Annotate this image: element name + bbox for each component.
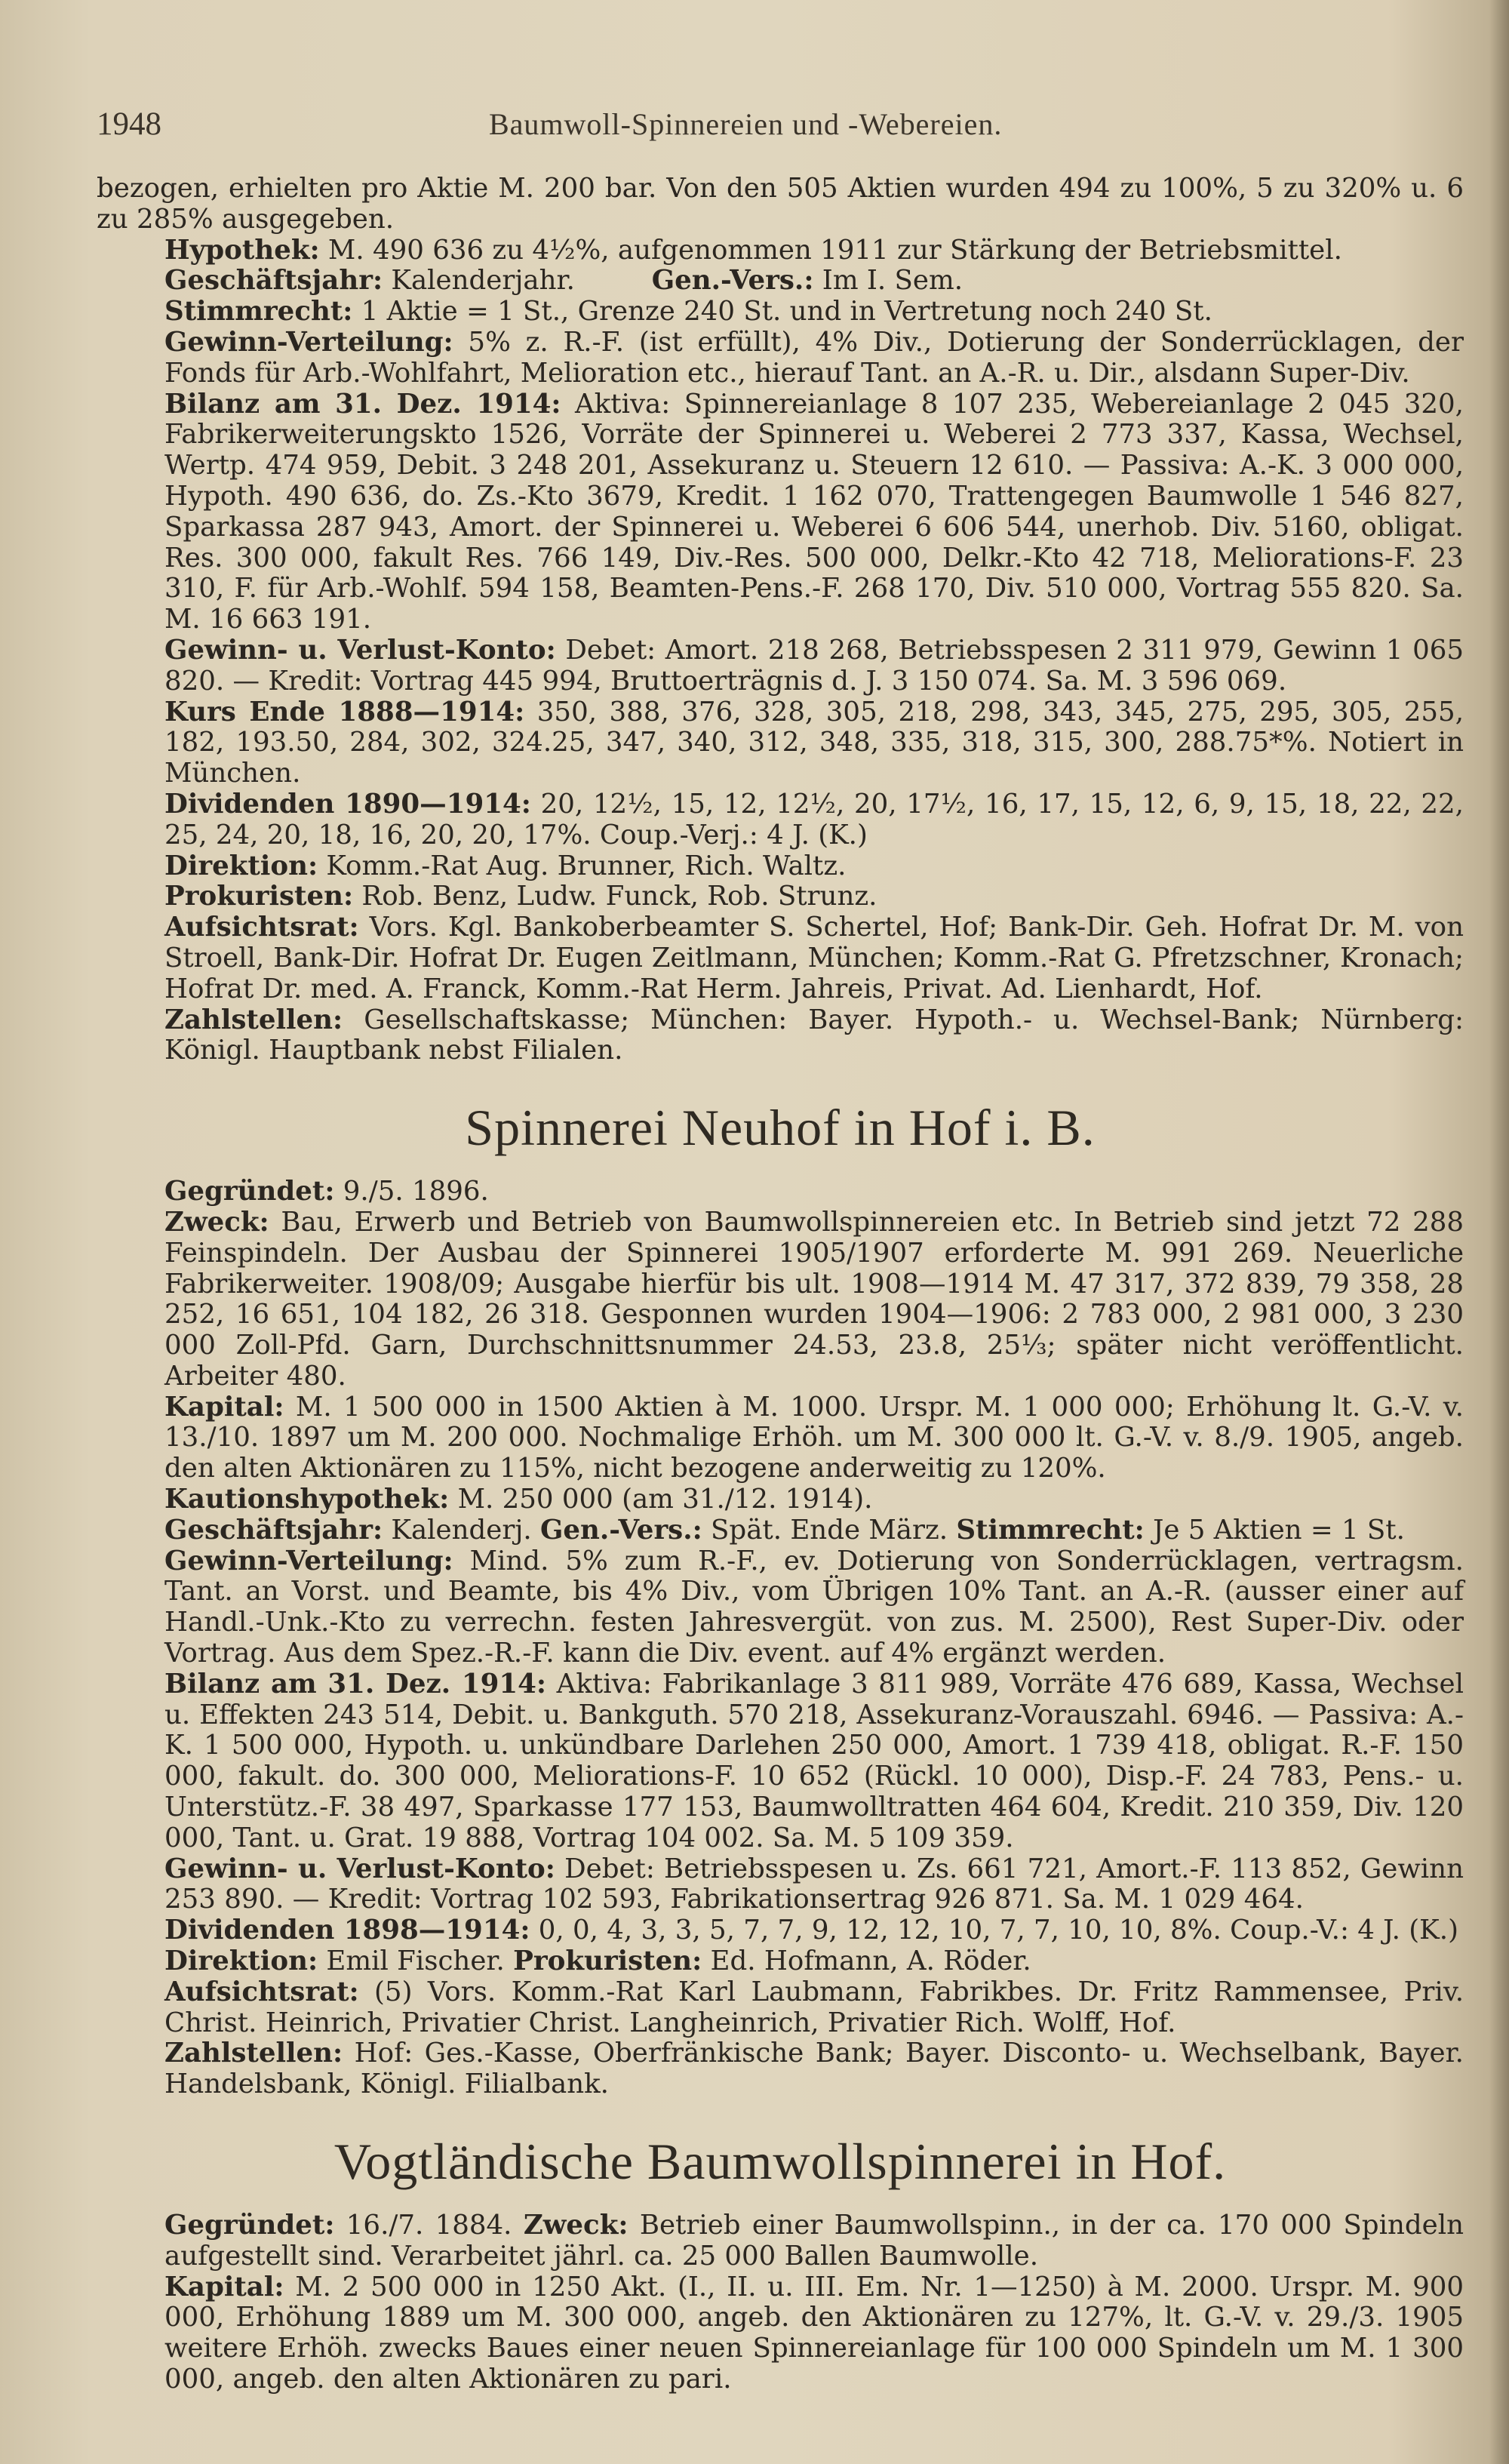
label: Zahlstellen:	[164, 1004, 343, 1035]
text: 5% z. R.-F. (ist erfüllt), 4% Div., Dotierung der Sonderrücklagen, der Fonds für Arb.-Wohlfahrt, Melioration etc., hierauf Tant. an A.-R. u. Dir., alsdann Super-Div.	[164, 326, 1464, 389]
entry-gegruendet	[97, 2210, 1464, 2272]
text: 0, 0, 4, 3, 3, 5, 7, 7, 9, 12, 12, 10, 7, 7, 10, 10, 8%. Coup.-V.: 4 J. (K.)	[530, 1915, 1458, 1946]
label: Stimmrecht:	[164, 296, 353, 328]
entry-kapital	[97, 1392, 1464, 1484]
text: Bau, Erwerb und Betrieb von Baumwollspinnereien etc. In Betrieb sind jetzt 72 288 Feinspindeln. Der Ausbau der Spinnerei 1905/1907 erforderte M. 991 269. Neuerliche Fabrikerweiter. 1908/09; Ausgabe hierfür bis ult. 1908—1914 M. 47 317, 372 839, 79 358, 28 252, 16 651, 104 182, 26 318. Gesponnen wurden 1904—1906: 2 783 000, 2 981 000, 3 230 000 Zoll-Pfd. Garn, Durchschnittsnummer 24.53, 23.8, 25⅓; später nicht veröffentlicht. Arbeiter 480.	[164, 1206, 1464, 1392]
label: Gegründet:	[164, 1176, 335, 1207]
text: M. 490 636 zu 4½%, aufgenommen 1911 zur Stärkung der Betriebsmittel.	[319, 234, 1342, 266]
running-head: Baumwoll-Spinnereien und -Webereien.	[489, 107, 1003, 141]
text: Mind. 5% zum R.-F., ev. Dotierung von Sonderrücklagen, vertragsm. Tant. an Vorst. und Beamte, bis 4% Div., vom Übrigen 10% Tant. an A.-R. (ausser einer auf Handl.-Unk.-Kto zu verrechn. festen Jahresvergüt. von zus. M. 2500), Rest Super-Div. oder Vortrag. Aus dem Spez.-R.-F. kann die Div. event. auf 4% ergänzt werden.	[164, 1545, 1464, 1669]
entry-zweck	[97, 1207, 1464, 1392]
entry-zahlstellen	[97, 2038, 1464, 2100]
entry-gegruendet	[97, 1177, 1464, 1207]
page-edge-shadow	[1489, 0, 1509, 2464]
text: Gesellschaftskasse; München: Bayer. Hypoth.- u. Wechsel-Bank; Nürnberg: Königl. Hauptbank nebst Filialen.	[164, 1004, 1464, 1066]
label: Prokuristen:	[513, 1946, 702, 1977]
entry-kapital	[97, 2272, 1464, 2395]
text: Debet: Amort. 218 268, Betriebsspesen 2 311 979, Gewinn 1 065 820. — Kredit: Vortrag 445 994, Bruttoerträgnis d. J. 3 150 074. Sa. M. 3 596 069.	[164, 634, 1464, 697]
text: Je 5 Aktien = 1 St.	[1144, 1514, 1405, 1546]
text: M. 2 500 000 in 1250 Akt. (I., II. u. III. Em. Nr. 1—1250) à M. 2000. Urspr. M. 900 000, Erhöhung 1889 um M. 300 000, angeb. den Aktionären zu 127%, lt. G.-V. v. 29./3. 1905 weitere Erhöh. zwecks Baues einer neuen Spinnereianlage für 100 000 Spindeln um M. 1 300 000, angeb. den alten Aktionären zu pari.	[164, 2271, 1464, 2395]
text: 9./5. 1896.	[334, 1176, 489, 1207]
entry-gewinn-verteilung	[97, 328, 1464, 389]
label: Gegründet:	[164, 2210, 335, 2241]
text: Aktiva: Spinnereianlage 8 107 235, Webereianlage 2 045 320, Fabrikerweiterungskto 1526, Vorräte der Spinnerei u. Weberei 2 773 337, Kassa, Wechsel, Wertp. 474 959, Debit. 3 248 201, Assekuranz u. Steuern 12 610. — Passiva: A.-K. 3 000 000, Hypoth. 490 636, do. Zs.-Kto 3679, Kredit. 1 162 070, Trattengegen Baumwolle 1 546 827, Sparkassa 287 943, Amort. der Spinnerei u. Weberei 6 606 544, unerhob. Div. 5160, obligat. Res. 300 000, fakult Res. 766 149, Div.-Res. 500 000, Delkr.-Kto 42 718, Meliorations-F. 23 310, F. für Arb.-Wohlf. 594 158, Beamten-Pens.-F. 268 170, Div. 510 000, Vortrag 555 820. Sa. M. 16 663 191.	[164, 388, 1464, 635]
label: Aufsichtsrat:	[164, 912, 359, 943]
label: Kapital:	[164, 1391, 284, 1423]
entry-aufsichtsrat	[97, 1977, 1464, 2039]
text: Kalenderjahr.	[383, 265, 584, 297]
entry-zahlstellen	[97, 1005, 1464, 1067]
label: Gen.-Vers.:	[651, 265, 814, 297]
label: Gewinn-Verteilung:	[164, 326, 453, 358]
label: Geschäftsjahr:	[164, 1514, 383, 1546]
entry-bilanz	[97, 1669, 1464, 1854]
entry-gewinn-verlust	[97, 1854, 1464, 1916]
label: Hypothek:	[164, 234, 320, 266]
entry-aufsichtsrat	[97, 912, 1464, 1004]
text: 350, 388, 376, 328, 305, 218, 298, 343, 345, 275, 295, 305, 255, 182, 193.50, 284, 302, 324.25, 347, 340, 312, 348, 335, 318, 315, 300, 288.75*%. Notiert in München.	[164, 696, 1464, 789]
text: Aktiva: Fabrikanlage 3 811 989, Vorräte 476 689, Kassa, Wechsel u. Effekten 243 514, Debit. u. Bankguth. 570 218, Assekuranz-Vorauszahl. 6946. — Passiva: A.-K. 1 500 000, Hypoth. u. unkündbare Darlehen 250 000, Amort. 1 739 418, obligat. R.-F. 150 000, fakult. do. 300 000, Meliorations-F. 10 652 (Rückl. 10 000), Disp.-F. 24 783, Pens.- u. Unterstütz.-F. 38 497, Sparkasse 177 153, Baumwolltratten 464 604, Kredit. 210 359, Div. 120 000, Tant. u. Grat. 19 888, Vortrag 104 002. Sa. M. 5 109 359.	[164, 1668, 1464, 1853]
label: Zweck:	[164, 1206, 269, 1238]
section-vogtlaendische	[97, 2210, 1464, 2395]
label: Kurs Ende 1888—1914:	[164, 696, 525, 728]
paragraph-continuation: bezogen, erhielten pro Aktie M. 200 bar. Von den 505 Aktien wurden 494 zu 100%, 5 zu 320% u. 6 zu 285% ausgegeben.	[97, 173, 1464, 235]
entry-direktion	[97, 851, 1464, 882]
text: Vors. Kgl. Bankoberbeamter S. Schertel, Hof; Bank-Dir. Geh. Hofrat Dr. M. von Stroell, Bank-Dir. Hofrat Dr. Eugen Zeitlmann, München; Komm.-Rat G. Pfretzschner, Kronach; Hofrat Dr. med. A. Franck, Komm.-Rat Herm. Jahreis, Privat. Ad. Lienhardt, Hof.	[164, 912, 1464, 1004]
entry-gewinn-verlust	[97, 635, 1464, 697]
label: Bilanz am 31. Dez. 1914:	[164, 388, 561, 420]
entry-kautionshypothek	[97, 1484, 1464, 1515]
entry-kurs	[97, 697, 1464, 789]
label: Direktion:	[164, 1946, 318, 1977]
text: 20, 12½, 15, 12, 12½, 20, 17½, 16, 17, 15, 12, 6, 9, 15, 18, 22, 22, 25, 24, 20, 18, 16, 20, 20, 17%. Coup.-Verj.: 4 J. (K.)	[164, 788, 1464, 851]
label: Kapital:	[164, 2271, 284, 2303]
label: Direktion:	[164, 850, 318, 881]
text: 16./7. 1884.	[334, 2210, 524, 2241]
label: Stimmrecht:	[956, 1514, 1145, 1546]
text: Spät. Ende März.	[702, 1514, 957, 1546]
text: Betrieb einer Baumwollspinn., in der ca. 170 000 Spindeln aufgestellt sind. Verarbeitet jährl. ca. 25 000 Ballen Baumwolle.	[164, 2210, 1464, 2272]
text: Im I. Sem.	[813, 265, 963, 297]
label: Gewinn- u. Verlust-Konto:	[164, 634, 556, 666]
section-continued-entry	[97, 174, 1464, 1066]
text: Rob. Benz, Ludw. Funck, Rob. Strunz.	[353, 881, 877, 912]
page-number: 1948	[97, 106, 161, 142]
label: Dividenden 1890—1914:	[164, 788, 531, 820]
label: Kautionshypothek:	[164, 1484, 450, 1515]
section-spinnerei-neuhof	[97, 1177, 1464, 2100]
text: Kalenderj.	[383, 1514, 541, 1546]
text: Ed. Hofmann, A. Röder.	[702, 1946, 1031, 1977]
label: Zweck:	[523, 2210, 628, 2241]
label: Gewinn-Verteilung:	[164, 1545, 453, 1577]
text: Emil Fischer.	[318, 1946, 514, 1977]
label: Zahlstellen:	[164, 2038, 343, 2069]
company-title-vogtlaendische: Vogtländische Baumwollspinnerei in Hof.	[333, 2133, 1227, 2191]
label: Geschäftsjahr:	[164, 265, 383, 297]
label: Gen.-Vers.:	[540, 1514, 702, 1546]
entry-stimmrecht	[97, 297, 1464, 328]
entry-gewinn-verteilung	[97, 1546, 1464, 1669]
text: M. 1 500 000 in 1500 Aktien à M. 1000. Urspr. M. 1 000 000; Erhöhung lt. G.-V. v. 13./10. 1897 um M. 200 000. Nochmalige Erhöh. um M. 300 000 lt. G.-V. v. 8./9. 1905, angeb. den alten Aktionären zu 115%, nicht bezogene anderweitig zu 120%.	[164, 1391, 1464, 1484]
entry-dividenden	[97, 789, 1464, 851]
text: Hof: Ges.-Kasse, Oberfränkische Bank; Bayer. Disconto- u. Wechselbank, Bayer. Handelsbank, Königl. Filialbank.	[164, 2038, 1464, 2100]
label: Prokuristen:	[164, 881, 354, 912]
entry-direktion	[97, 1946, 1464, 1977]
text: 1 Aktie = 1 St., Grenze 240 St. und in Vertretung noch 240 St.	[352, 296, 1212, 328]
text: Komm.-Rat Aug. Brunner, Rich. Waltz.	[318, 850, 847, 881]
page-header	[97, 106, 1464, 174]
entry-geschaeftsjahr	[97, 1515, 1464, 1546]
text: M. 250 000 (am 31./12. 1914).	[449, 1484, 873, 1515]
text: (5) Vors. Komm.-Rat Karl Laubmann, Fabrikbes. Dr. Fritz Rammensee, Priv. Christ. Heinrich, Privatier Christ. Langheinrich, Privatier Rich. Wolff, Hof.	[164, 1976, 1464, 2038]
label: Gewinn- u. Verlust-Konto:	[164, 1853, 555, 1884]
entry-dividenden	[97, 1915, 1464, 1946]
label: Dividenden 1898—1914:	[164, 1915, 530, 1946]
label: Aufsichtsrat:	[164, 1976, 359, 2007]
entry-geschaeftsjahr	[97, 266, 1464, 297]
text: Debet: Betriebsspesen u. Zs. 661 721, Amort.-F. 113 852, Gewinn 253 890. — Kredit: Vortrag 102 593, Fabrikationsertrag 926 871. Sa. M. 1 029 464.	[164, 1853, 1464, 1915]
company-title-neuhof: Spinnerei Neuhof in Hof i. B.	[465, 1099, 1096, 1157]
label: Bilanz am 31. Dez. 1914:	[164, 1668, 547, 1700]
entry-prokuristen	[97, 881, 1464, 912]
entry-bilanz	[97, 389, 1464, 635]
entry-hypothek	[97, 235, 1464, 266]
